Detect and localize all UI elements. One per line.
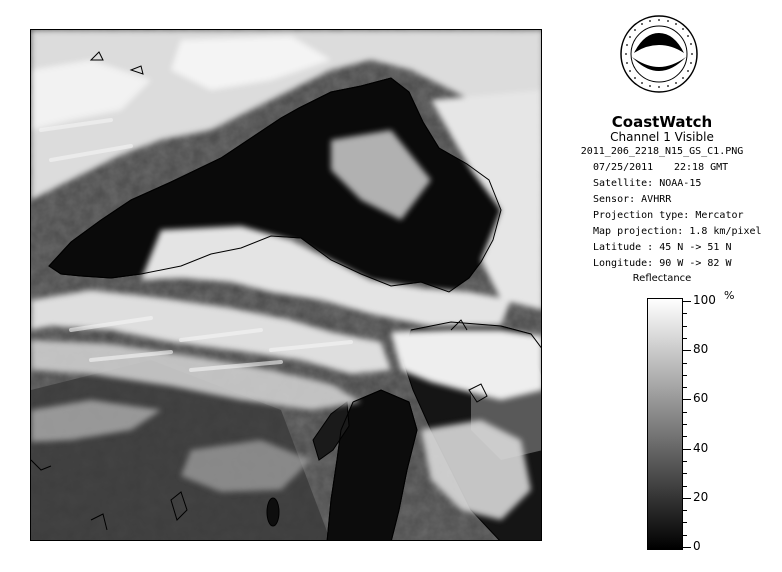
colorbar-minor-tick (683, 473, 687, 474)
longitude-label: Longitude: 90 W -> 82 W (593, 258, 732, 269)
noaa-seal-icon (620, 15, 698, 93)
colorbar-minor-tick (683, 424, 687, 425)
colorbar-minor-tick (683, 486, 687, 487)
colorbar-tick (683, 399, 691, 400)
colorbar-minor-tick (683, 387, 687, 388)
colorbar-tick (683, 301, 691, 302)
map-projection-label: Map projection: 1.8 km/pixel (593, 226, 762, 237)
colorbar-tick-label: 20 (693, 489, 709, 504)
colorbar-tick-label: 0 (693, 539, 701, 553)
colorbar-title: Reflectance (632, 273, 692, 284)
reflectance-colorbar (647, 298, 683, 550)
colorbar-minor-tick (683, 313, 687, 314)
colorbar-minor-tick (683, 436, 687, 437)
colorbar-minor-tick (683, 363, 687, 364)
colorbar-tick (683, 547, 691, 548)
colorbar-minor-tick (683, 326, 687, 327)
product-title: CoastWatch (611, 113, 713, 131)
colorbar-unit: % (724, 289, 735, 302)
colorbar-tick (683, 350, 691, 351)
svg-text:NOAA: NOAA (644, 51, 674, 62)
sensor-label: Sensor: AVHRR (593, 194, 672, 205)
colorbar-minor-tick (683, 461, 687, 462)
noaa-logo (620, 15, 698, 93)
colorbar-tick-label: 100 (693, 293, 716, 307)
colorbar-tick-label: 60 (693, 391, 709, 406)
date-label: 07/25/2011 (593, 162, 654, 173)
colorbar-minor-tick (683, 535, 687, 536)
colorbar-minor-tick (683, 522, 687, 523)
satellite-map (31, 30, 542, 541)
time-label: 22:18 GMT (674, 162, 729, 173)
satellite-image (30, 29, 542, 541)
colorbar-tick-label: 80 (693, 342, 709, 357)
colorbar-minor-tick (683, 375, 687, 376)
colorbar-tick (683, 449, 691, 450)
channel-label: Channel 1 Visible (610, 130, 714, 144)
colorbar-minor-tick (683, 510, 687, 511)
filename-label: 2011_206_2218_N15_GS_C1.PNG (580, 146, 744, 157)
projection-type-label: Projection type: Mercator (593, 210, 744, 221)
colorbar-tick (683, 498, 691, 499)
colorbar-tick-label: 40 (693, 440, 709, 455)
colorbar-minor-tick (683, 338, 687, 339)
colorbar-minor-tick (683, 412, 687, 413)
latitude-label: Latitude : 45 N -> 51 N (593, 242, 732, 253)
satellite-label: Satellite: NOAA-15 (593, 178, 702, 189)
